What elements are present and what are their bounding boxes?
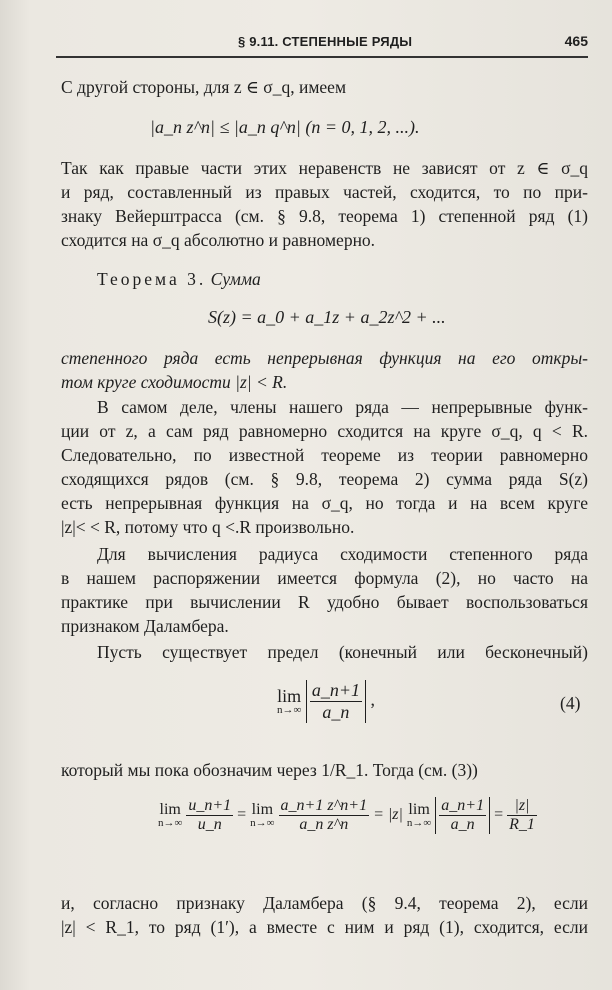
fraction: $\frac{a\_n+1}{a\_n}$ [441, 797, 485, 833]
text-line: который мы пока обозначим через 1/R_1. Тогда (см. (3)) [61, 760, 478, 780]
fraction: $\frac{u\_n+1}{u\_n}$ [188, 797, 232, 833]
fraction: $\frac{a\_n+1 z\^{}n+1}{\text{a\_n z\textasciicircum{}n}}$ [280, 797, 368, 833]
fraction: $\frac{|z|}{R\_1}$ [509, 797, 535, 833]
equation-number: (4) [560, 693, 581, 713]
text-line: и, согласно признаку Даламбера (§ 9.4, теорема 2), если [61, 893, 588, 913]
text-line: есть непрерывная функция на σ_q, но тогда и на всем круге [61, 493, 588, 513]
theorem-text: Сумма [210, 269, 261, 289]
theorem-label: Теорема 3. [97, 269, 207, 289]
limit-operator: lim n→∞ [250, 801, 275, 829]
absolute-value [306, 680, 366, 723]
page-number: 465 [564, 33, 588, 49]
text-line: в нашем распоряжении имеется формула (2), но часто на [61, 568, 588, 588]
text-line: сходящихся рядов (см. § 9.8, теорема 2) сумма ряда S(z) [61, 469, 588, 489]
page-header [56, 30, 588, 58]
text-line: В самом деле, члены нашего ряда — непрерывные функ- [97, 397, 588, 417]
text-line: Пусть существует предел (конечный или бесконечный) [97, 642, 588, 662]
text-line: Так как правые части этих неравенств не зависят от z ∈ σ_q [61, 158, 588, 178]
text-line: |z| < R_1, то ряд (1′), а вместе с ним и ряд (1), сходится, если [61, 917, 588, 937]
text-line: С другой стороны, для z ∈ σ_q, имеем [61, 77, 347, 97]
text-line: сходится на σ_q абсолютно и равномерно. [61, 230, 376, 250]
running-title: § 9.11. СТЕПЕННЫЕ РЯДЫ [238, 34, 413, 49]
series-sum-formula: S(z) = a_0 + a_1z + a_2z^2 + ... [208, 307, 446, 327]
text-line: Следовательно, по известной теореме из теории равномерно [61, 445, 588, 465]
dalembert-limit-formula: lim n→∞ $\frac{u\_n+1}{u\_n}$ = lim n→∞ $\frac{a\_n+1 z\^{}n+1}{\text{a\_n z\textasciicircum{}n}}$ = |z| lim n→∞ $\frac{a\_n+1}{a\_n}$ = $\frac{|z|}{R\_1}$ [158, 797, 535, 833]
limit-operator: lim n→∞ [277, 686, 302, 716]
theorem-heading [97, 268, 588, 290]
text-line: |z|< < R, потому что q <.R произвольно. [61, 517, 355, 537]
theorem-line: степенного ряда есть непрерывная функция на его откры- [61, 348, 588, 368]
text-line: знаку Вейерштрасса (см. § 9.8, теорема 1) степенной ряд (1) [61, 206, 588, 226]
text-line: и ряд, составленный из правых частей, сходится, то по при- [61, 182, 588, 202]
ratio-limit-formula: lim n→∞ $\frac{a\_n+1}{a\_n}$ , [277, 680, 375, 722]
limit-operator: lim n→∞ [158, 801, 183, 829]
limit-operator: lim n→∞ [406, 801, 432, 829]
inequality-formula: |a_n z^n| ≤ |a_n q^n| (n = 0, 1, 2, ...). [150, 117, 420, 137]
text-line: признаком Даламбера. [61, 616, 229, 636]
text-line: Для вычисления радиуса сходимости степенного ряда [97, 544, 588, 564]
theorem-line: том круге сходимости |z| < R. [61, 372, 288, 392]
absolute-value [435, 797, 490, 834]
text-line: практике при вычислении R удобно бывает воспользоваться [61, 592, 588, 612]
fraction: $\frac{a\_n+1}{a\_n}$ [311, 680, 360, 722]
text-line: ции от z, а сам ряд равномерно сходится на круге σ_q, q < R. [61, 421, 588, 441]
